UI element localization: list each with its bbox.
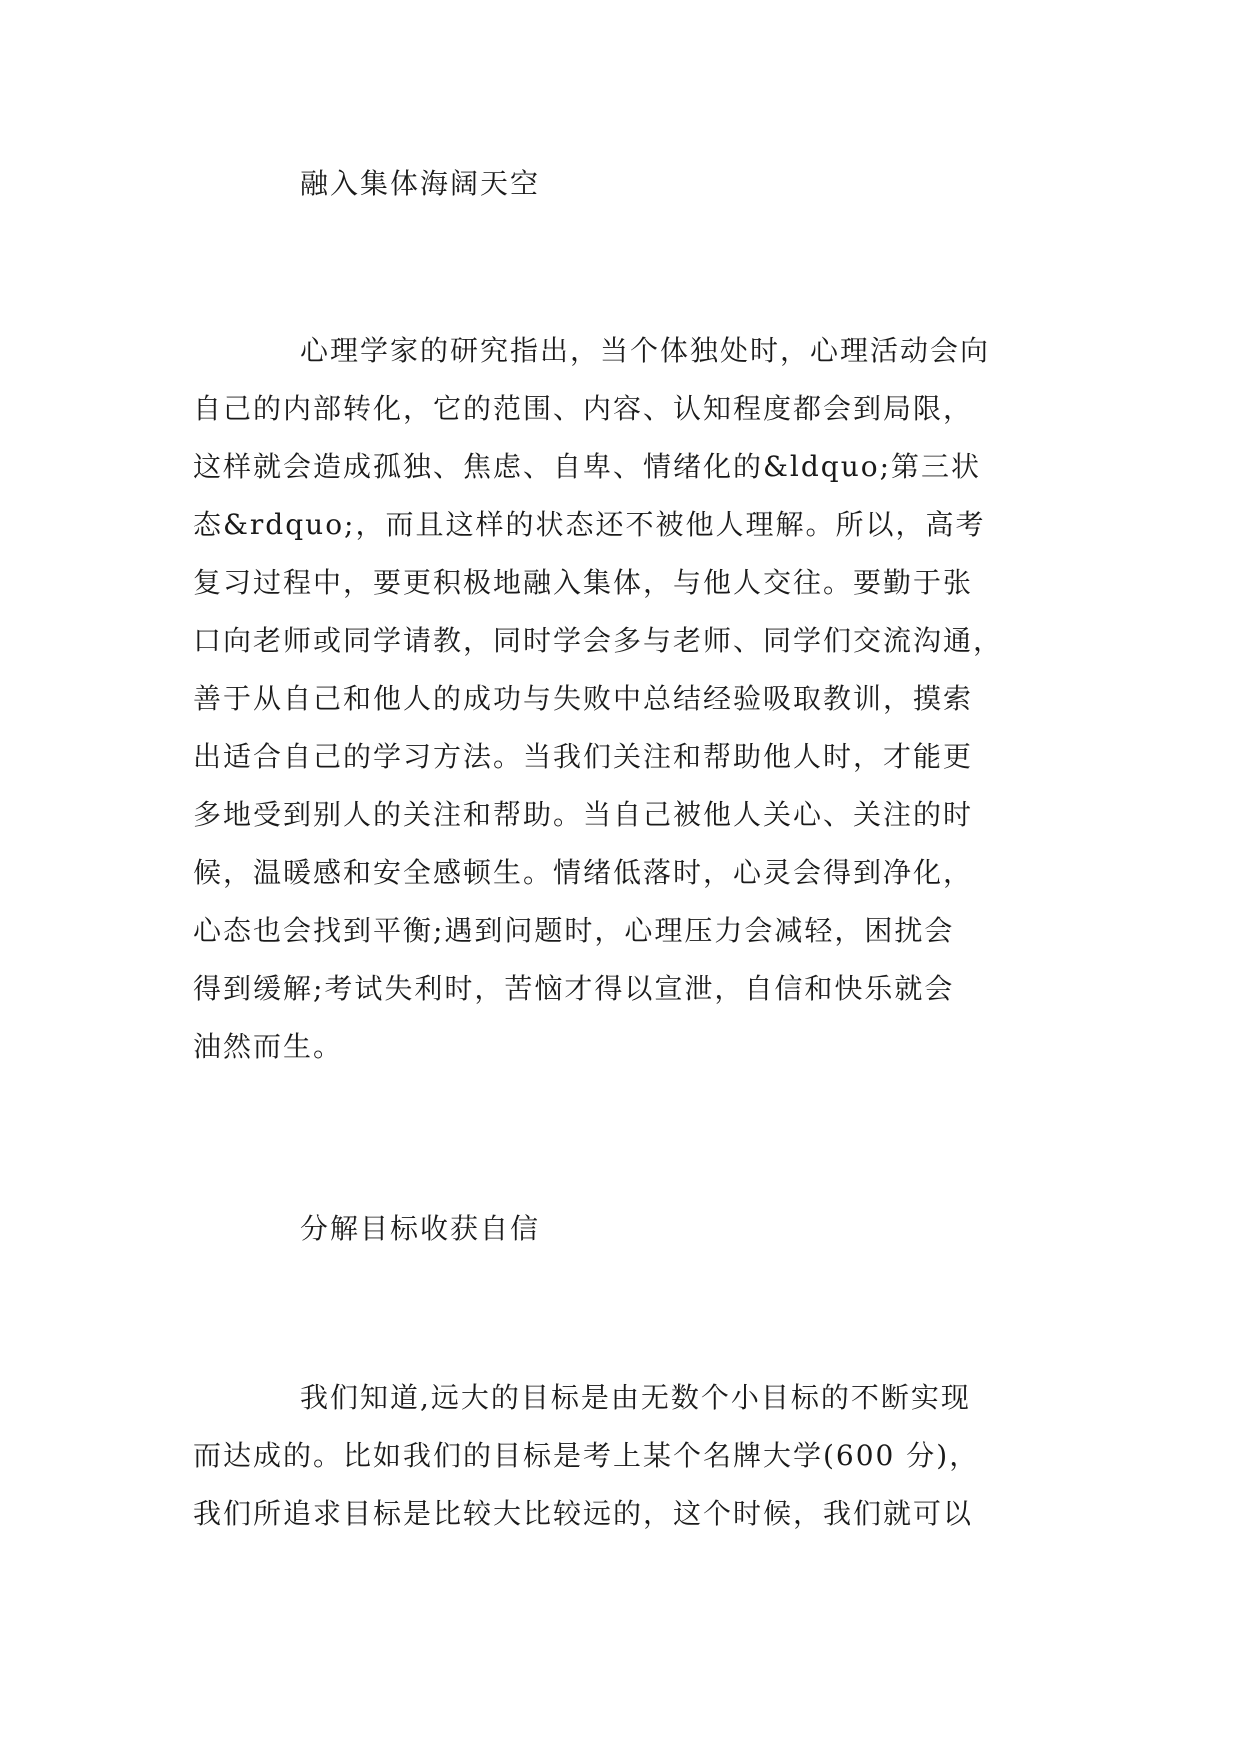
paragraph-1 [193,322,1053,1076]
paragraph-line: 候，温暖感和安全感顿生。情绪低落时，心灵会得到净化， [193,856,974,889]
paragraph-line: 出适合自己的学习方法。当我们关注和帮助他人时，才能更 [193,740,974,773]
paragraph-line: 自己的内部转化，它的范围、内容、认知程度都会到局限， [193,392,974,425]
paragraph-line: 我们所追求目标是比较大比较远的，这个时候，我们就可以 [193,1497,974,1530]
paragraph-line: 油然而生。 [193,1030,344,1063]
paragraph-line: 多地受到别人的关注和帮助。当自己被他人关心、关注的时 [193,798,974,831]
paragraph-line: 复习过程中，要更积极地融入集体，与他人交往。要勤于张 [193,566,974,599]
paragraph-line: 心态也会找到平衡;遇到问题时，心理压力会减轻，困扰会 [193,914,955,947]
section-heading-1: 融入集体海阔天空 [300,167,541,200]
paragraph-line: 而达成的。比如我们的目标是考上某个名牌大学(600 分)， [193,1439,980,1472]
paragraph-line: 态&rdquo;，而且这样的状态还不被他人理解。所以，高考 [193,508,986,541]
paragraph-line: 心理学家的研究指出，当个体独处时，心理活动会向 [300,334,991,367]
paragraph-line: 口向老师或同学请教，同时学会多与老师、同学们交流沟通， [193,624,1004,657]
paragraph-line: 得到缓解;考试失利时，苦恼才得以宣泄，自信和快乐就会 [193,972,955,1005]
paragraph-line: 这样就会造成孤独、焦虑、自卑、情绪化的&ldquo;第三状 [193,450,982,483]
section-heading-2: 分解目标收获自信 [300,1212,541,1245]
paragraph-2 [193,1369,1053,1543]
paragraph-line: 善于从自己和他人的成功与失败中总结经验吸取教训，摸索 [193,682,974,715]
paragraph-line: 我们知道,远大的目标是由无数个小目标的不断实现 [300,1381,971,1414]
